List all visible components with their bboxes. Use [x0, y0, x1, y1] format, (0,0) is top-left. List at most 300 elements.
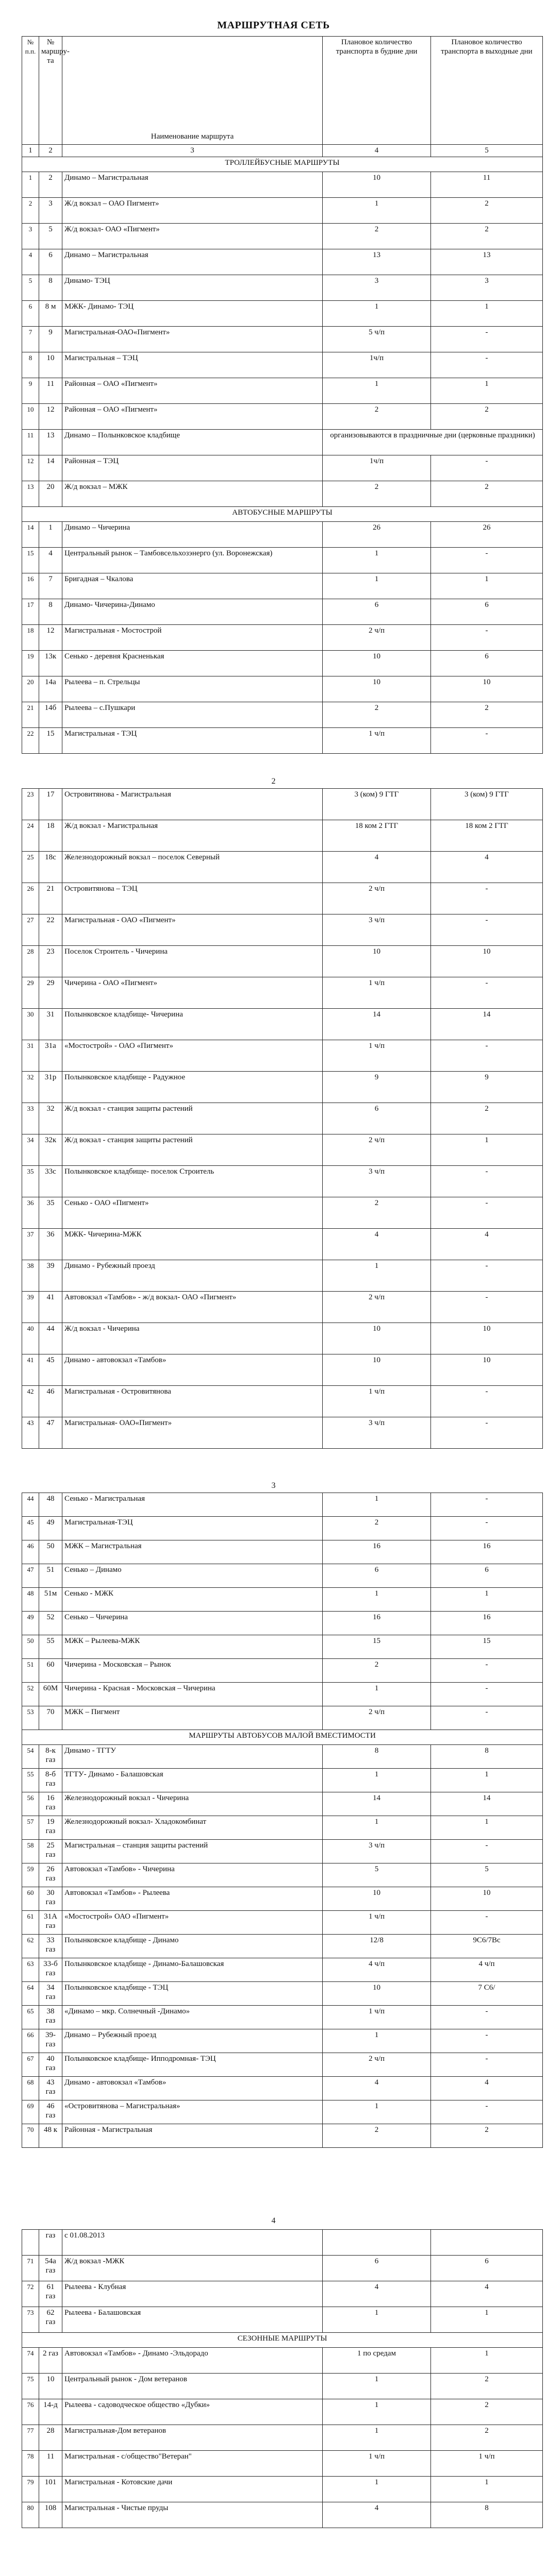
- cell-route-number: 46 газ: [39, 2100, 62, 2124]
- cell-weekday-count: 2 ч/п: [323, 625, 431, 651]
- cell-weekend-count: 16: [431, 1540, 543, 1564]
- cell-weekday-count: 1 ч/п: [323, 1386, 431, 1417]
- cell-weekend-count: 1: [431, 1816, 543, 1840]
- cell-weekend-count: -: [431, 914, 543, 946]
- cell-weekend-count: 10: [431, 1887, 543, 1911]
- cell-route-number: 13: [39, 430, 62, 455]
- cell-index: 74: [22, 2348, 39, 2374]
- section-title: СЕЗОННЫЕ МАРШРУТЫ: [22, 2333, 543, 2348]
- cell-route-name: Автовокзал «Тамбов» - Чичерина: [62, 1863, 323, 1887]
- cell-weekend-count: -: [431, 548, 543, 573]
- cell-index: 9: [22, 378, 39, 404]
- cell-weekday-count: 2: [323, 1659, 431, 1683]
- cell-route-name: Районная – ТЭЦ: [62, 455, 323, 481]
- cell-weekday-count: 9: [323, 1072, 431, 1103]
- cell-route-number: 14б: [39, 702, 62, 728]
- header-index: 2: [39, 145, 62, 157]
- cell-weekday-count: 8: [323, 1745, 431, 1769]
- cell-route-name: Динамо – Рубежный проезд: [62, 2029, 323, 2053]
- cell-weekend-count: 1: [431, 2348, 543, 2374]
- cell-index: 4: [22, 249, 39, 275]
- cell-weekend-count: -: [431, 977, 543, 1009]
- cell-index: 41: [22, 1354, 39, 1386]
- cell-weekend-count: 10: [431, 946, 543, 977]
- cell-index: 50: [22, 1635, 39, 1659]
- cell-route-name: «Динамо – мкр. Солнечный -Динамо»: [62, 2006, 323, 2029]
- table-row: [22, 1769, 543, 1792]
- header-index: 3: [62, 145, 323, 157]
- cell-route-name: МЖК – Пигмент: [62, 1706, 323, 1730]
- cell-route-name: Полынковское кладбище- Ипподромная- ТЭЦ: [62, 2053, 323, 2077]
- table-row: [22, 1745, 543, 1769]
- cell-weekend-count: 6: [431, 1564, 543, 1588]
- cell-weekday-count: 1 ч/п: [323, 1911, 431, 1935]
- cell-weekend-count: 6: [431, 599, 543, 625]
- cell-weekday-count: 1 ч/п: [323, 1040, 431, 1072]
- cell-route-number: 11: [39, 378, 62, 404]
- cell-weekday-count: [323, 2230, 431, 2256]
- cell-route-name: Полынковское кладбище- Чичерина: [62, 1009, 323, 1040]
- cell-route-name: Динамо – Полынковское кладбище: [62, 430, 323, 455]
- cell-route-number: 29: [39, 977, 62, 1009]
- cell-route-name: ТГТУ- Динамо - Балашовская: [62, 1769, 323, 1792]
- table-row: [22, 1493, 543, 1517]
- cell-index: 48: [22, 1588, 39, 1612]
- cell-route-name: МЖК – Рылеева-МЖК: [62, 1635, 323, 1659]
- cell-weekend-count: -: [431, 1386, 543, 1417]
- cell-weekday-count: 2 ч/п: [323, 1134, 431, 1166]
- cell-route-name: Сенько - ОАО «Пигмент»: [62, 1197, 323, 1229]
- section-title: ТРОЛЛЕЙБУСНЫЕ МАРШРУТЫ: [22, 157, 543, 172]
- cell-route-number: 51м: [39, 1588, 62, 1612]
- cell-route-name: Чичерина - ОАО «Пигмент»: [62, 977, 323, 1009]
- cell-index: 55: [22, 1769, 39, 1792]
- cell-route-number: 14а: [39, 676, 62, 702]
- page-number: 3: [271, 1481, 276, 1490]
- cell-route-number: 31: [39, 1009, 62, 1040]
- cell-index: 71: [22, 2256, 39, 2281]
- table-row: [22, 1816, 543, 1840]
- cell-route-name: Автовокзал «Тамбов» - ж/д вокзал- ОАО «Пигмент»: [62, 1292, 323, 1323]
- section-title: МАРШРУТЫ АВТОБУСОВ МАЛОЙ ВМЕСТИМОСТИ: [22, 1730, 543, 1745]
- cell-weekday-count: 14: [323, 1009, 431, 1040]
- cell-index: 25: [22, 852, 39, 883]
- cell-weekend-count: 16: [431, 1612, 543, 1635]
- table-row: [22, 352, 543, 378]
- table-row: [22, 2256, 543, 2281]
- cell-route-number: 19 газ: [39, 1816, 62, 1840]
- cell-weekday-count: 1: [323, 1493, 431, 1517]
- cell-weekend-count: 2: [431, 1103, 543, 1134]
- cell-index: [22, 2230, 39, 2256]
- cell-weekday-count: 1: [323, 2477, 431, 2502]
- cell-route-number: 8: [39, 599, 62, 625]
- cell-route-number: 16 газ: [39, 1792, 62, 1816]
- cell-weekend-count: -: [431, 2029, 543, 2053]
- table-row: [22, 2348, 543, 2374]
- table-row: [22, 1197, 543, 1229]
- cell-weekday-count: 1 ч/п: [323, 2451, 431, 2477]
- cell-index: 60: [22, 1887, 39, 1911]
- cell-weekend-count: 4: [431, 2077, 543, 2100]
- cell-index: 36: [22, 1197, 39, 1229]
- table-row: [22, 2425, 543, 2451]
- cell-index: 45: [22, 1517, 39, 1540]
- cell-route-number: 30 газ: [39, 1887, 62, 1911]
- cell-route-number: 1: [39, 522, 62, 548]
- cell-route-number: газ: [39, 2230, 62, 2256]
- cell-weekend-count: -: [431, 2053, 543, 2077]
- cell-index: 22: [22, 728, 39, 754]
- cell-index: 19: [22, 651, 39, 676]
- table-row: [22, 1683, 543, 1706]
- cell-index: 17: [22, 599, 39, 625]
- table-row: [22, 2006, 543, 2029]
- table-row: [22, 789, 543, 820]
- cell-weekend-count: 1: [431, 2477, 543, 2502]
- cell-weekend-count: 18 ком 2 ГТГ: [431, 820, 543, 852]
- cell-route-number: 14: [39, 455, 62, 481]
- routes-table-page-4: [22, 2229, 543, 2528]
- table-row: [22, 1635, 543, 1659]
- header-index-row: [22, 145, 543, 157]
- cell-weekend-count: -: [431, 1166, 543, 1197]
- cell-index: 13: [22, 481, 39, 507]
- cell-weekend-count: 2: [431, 198, 543, 224]
- table-row: [22, 1706, 543, 1730]
- cell-index: 73: [22, 2307, 39, 2333]
- cell-weekend-count: 10: [431, 1354, 543, 1386]
- table-row: [22, 1958, 543, 1982]
- cell-route-name: Островитянова - Магистральная: [62, 789, 323, 820]
- table-row: [22, 1292, 543, 1323]
- table-row: [22, 1103, 543, 1134]
- cell-route-name: Рылеева - Балашовская: [62, 2307, 323, 2333]
- cell-route-number: 46: [39, 1386, 62, 1417]
- table-row: [22, 625, 543, 651]
- cell-weekday-count: 1: [323, 573, 431, 599]
- cell-weekday-count: 2: [323, 2124, 431, 2148]
- cell-route-number: 48 к: [39, 2124, 62, 2148]
- cell-weekend-count: 2: [431, 481, 543, 507]
- cell-index: 77: [22, 2425, 39, 2451]
- cell-weekday-count: 1 ч/п: [323, 977, 431, 1009]
- table-row: [22, 651, 543, 676]
- cell-weekday-count: 1: [323, 1683, 431, 1706]
- cell-route-number: 15: [39, 728, 62, 754]
- cell-weekend-count: 14: [431, 1792, 543, 1816]
- cell-weekend-count: 4 ч/п: [431, 1958, 543, 1982]
- cell-weekend-count: 3: [431, 275, 543, 301]
- cell-route-number: 60: [39, 1659, 62, 1683]
- cell-index: 14: [22, 522, 39, 548]
- cell-index: 69: [22, 2100, 39, 2124]
- header-index: 5: [431, 145, 543, 157]
- cell-weekday-count: 3: [323, 275, 431, 301]
- cell-weekend-count: 14: [431, 1009, 543, 1040]
- table-row: [22, 2374, 543, 2399]
- table-row: [22, 728, 543, 754]
- cell-weekend-count: -: [431, 1840, 543, 1863]
- cell-route-name: Полынковское кладбище - Динамо: [62, 1935, 323, 1958]
- cell-weekend-count: -: [431, 1659, 543, 1683]
- cell-weekday-count: 3 ч/п: [323, 1417, 431, 1449]
- cell-index: 38: [22, 1260, 39, 1292]
- cell-weekday-count: 13: [323, 249, 431, 275]
- cell-weekend-count: -: [431, 883, 543, 914]
- cell-route-number: 21: [39, 883, 62, 914]
- cell-weekend-count: -: [431, 728, 543, 754]
- cell-route-name: Рылеева – п. Стрельцы: [62, 676, 323, 702]
- cell-weekday-count: 1: [323, 2100, 431, 2124]
- cell-route-number: 7: [39, 573, 62, 599]
- cell-route-name: Магистральная- ОАО«Пигмент»: [62, 1417, 323, 1449]
- cell-route-number: 48: [39, 1493, 62, 1517]
- cell-route-name: Центральный рынок - Дом ветеранов: [62, 2374, 323, 2399]
- cell-weekday-count: 10: [323, 1323, 431, 1354]
- table-row: [22, 2307, 543, 2333]
- cell-weekday-count: 2 ч/п: [323, 2053, 431, 2077]
- routes-table-page-3: [22, 1493, 543, 2148]
- cell-route-number: 40 газ: [39, 2053, 62, 2077]
- cell-weekday-count: 3 ч/п: [323, 1166, 431, 1197]
- cell-index: 10: [22, 404, 39, 430]
- table-row: [22, 2124, 543, 2148]
- cell-weekend-count: -: [431, 352, 543, 378]
- cell-route-name: Железнодорожный вокзал- Хладокомбинат: [62, 1816, 323, 1840]
- cell-index: 21: [22, 702, 39, 728]
- cell-index: 7: [22, 327, 39, 352]
- cell-weekend-count: 3 (ком) 9 ГТГ: [431, 789, 543, 820]
- table-row: [22, 1072, 543, 1103]
- cell-route-name: «Мостострой» ОАО «Пигмент»: [62, 1911, 323, 1935]
- table-row: [22, 599, 543, 625]
- cell-index: 51: [22, 1659, 39, 1683]
- cell-route-name: Чичерина - Московская – Рынок: [62, 1659, 323, 1683]
- cell-weekday-count: 1ч/п: [323, 352, 431, 378]
- cell-route-number: 52: [39, 1612, 62, 1635]
- cell-route-name: Динамо- ТЭЦ: [62, 275, 323, 301]
- cell-route-name: Ж/д вокзал- ОАО «Пигмент»: [62, 224, 323, 249]
- table-row: [22, 198, 543, 224]
- cell-weekday-count: 5 ч/п: [323, 327, 431, 352]
- cell-index: 29: [22, 977, 39, 1009]
- cell-index: 80: [22, 2502, 39, 2528]
- table-row: [22, 455, 543, 481]
- cell-weekday-count: 1 ч/п: [323, 728, 431, 754]
- cell-route-name: Магистральная - с/общество"Ветеран": [62, 2451, 323, 2477]
- cell-weekday-count: 2 ч/п: [323, 1292, 431, 1323]
- section-header-row: [22, 2333, 543, 2348]
- cell-route-number: 18с: [39, 852, 62, 883]
- table-row: [22, 2477, 543, 2502]
- table-row: [22, 430, 543, 455]
- cell-index: 72: [22, 2281, 39, 2307]
- cell-route-number: 45: [39, 1354, 62, 1386]
- cell-route-number: 39- газ: [39, 2029, 62, 2053]
- cell-route-number: 23: [39, 946, 62, 977]
- cell-route-name: Железнодорожный вокзал – поселок Северный: [62, 852, 323, 883]
- cell-route-name: Магистральная-ОАО«Пигмент»: [62, 327, 323, 352]
- table-row: [22, 1659, 543, 1683]
- cell-index: 64: [22, 1982, 39, 2006]
- cell-index: 42: [22, 1386, 39, 1417]
- cell-route-number: 8: [39, 275, 62, 301]
- table-row: [22, 522, 543, 548]
- cell-route-number: 60М: [39, 1683, 62, 1706]
- cell-route-number: 51: [39, 1564, 62, 1588]
- cell-weekday-count: 10: [323, 1982, 431, 2006]
- table-row: [22, 2230, 543, 2256]
- cell-route-name: с 01.08.2013: [62, 2230, 323, 2256]
- cell-index: 75: [22, 2374, 39, 2399]
- cell-index: 18: [22, 625, 39, 651]
- cell-route-name: Ж/д вокзал - станция защиты растений: [62, 1103, 323, 1134]
- cell-route-name: Динамо – Чичерина: [62, 522, 323, 548]
- table-row: [22, 1166, 543, 1197]
- cell-index: 1: [22, 172, 39, 198]
- cell-route-number: 35: [39, 1197, 62, 1229]
- table-row: [22, 1517, 543, 1540]
- cell-weekend-count: 1: [431, 1588, 543, 1612]
- section-header-row: [22, 507, 543, 522]
- table-row: [22, 1612, 543, 1635]
- table-row: [22, 548, 543, 573]
- cell-weekday-count: 6: [323, 2256, 431, 2281]
- table-row: [22, 573, 543, 599]
- cell-route-name: Динамо- Чичерина-Динамо: [62, 599, 323, 625]
- cell-index: 12: [22, 455, 39, 481]
- cell-index: 44: [22, 1493, 39, 1517]
- header-col-name: Наименование маршрута: [62, 37, 323, 145]
- cell-index: 61: [22, 1911, 39, 1935]
- cell-index: 27: [22, 914, 39, 946]
- cell-weekday-count: 6: [323, 1103, 431, 1134]
- cell-route-number: 10: [39, 352, 62, 378]
- cell-weekend-count: 2: [431, 404, 543, 430]
- table-row: [22, 1564, 543, 1588]
- table-row: [22, 1588, 543, 1612]
- cell-route-number: 10: [39, 2374, 62, 2399]
- table-row: [22, 1911, 543, 1935]
- table-row: [22, 1982, 543, 2006]
- cell-weekend-count: 13: [431, 249, 543, 275]
- cell-route-name: Сенько – Динамо: [62, 1564, 323, 1588]
- cell-weekday-count: 1 по средам: [323, 2348, 431, 2374]
- table-row: [22, 1792, 543, 1816]
- cell-weekday-count: 1: [323, 2425, 431, 2451]
- page-number: 2: [271, 777, 276, 786]
- table-row: [22, 1229, 543, 1260]
- cell-weekend-count: 2: [431, 2374, 543, 2399]
- cell-index: 57: [22, 1816, 39, 1840]
- cell-route-name: Полынковское кладбище- поселок Строитель: [62, 1166, 323, 1197]
- cell-index: 78: [22, 2451, 39, 2477]
- cell-weekday-count: 3 (ком) 9 ГТГ: [323, 789, 431, 820]
- cell-weekday-count: 1: [323, 1588, 431, 1612]
- cell-route-number: 2: [39, 172, 62, 198]
- cell-index: 34: [22, 1134, 39, 1166]
- section-title: АВТОБУСНЫЕ МАРШРУТЫ: [22, 507, 543, 522]
- cell-route-name: Магистральная - ОАО «Пигмент»: [62, 914, 323, 946]
- header-col-route: № маршру-та: [39, 37, 62, 145]
- cell-index: 31: [22, 1040, 39, 1072]
- table-row: [22, 1134, 543, 1166]
- cell-route-number: 17: [39, 789, 62, 820]
- cell-route-number: 31А газ: [39, 1911, 62, 1935]
- cell-route-name: «Островитянова – Магистральная»: [62, 2100, 323, 2124]
- cell-index: 62: [22, 1935, 39, 1958]
- cell-route-number: 41: [39, 1292, 62, 1323]
- cell-route-number: 13к: [39, 651, 62, 676]
- cell-index: 39: [22, 1292, 39, 1323]
- cell-weekday-count: 1: [323, 1816, 431, 1840]
- cell-weekday-count: 4: [323, 1229, 431, 1260]
- table-row: [22, 2077, 543, 2100]
- cell-route-name: Автовокзал «Тамбов» - Рылеева: [62, 1887, 323, 1911]
- cell-route-number: 6: [39, 249, 62, 275]
- cell-index: 56: [22, 1792, 39, 1816]
- cell-route-number: 14-д: [39, 2399, 62, 2425]
- cell-route-number: 55: [39, 1635, 62, 1659]
- cell-route-name: Магистральная – станция защиты растений: [62, 1840, 323, 1863]
- cell-route-number: 32к: [39, 1134, 62, 1166]
- cell-weekend-count: 15: [431, 1635, 543, 1659]
- cell-index: 63: [22, 1958, 39, 1982]
- cell-weekday-count: 10: [323, 676, 431, 702]
- cell-route-name: Рылеева – с.Пушкари: [62, 702, 323, 728]
- cell-route-number: 49: [39, 1517, 62, 1540]
- header-col-no: № п.п.: [22, 37, 39, 145]
- cell-route-name: Ж/д вокзал - Чичерина: [62, 1323, 323, 1354]
- cell-index: 2: [22, 198, 39, 224]
- cell-route-number: 12: [39, 625, 62, 651]
- cell-route-number: 33-б газ: [39, 1958, 62, 1982]
- cell-weekend-count: -: [431, 2100, 543, 2124]
- cell-index: 65: [22, 2006, 39, 2029]
- cell-weekday-count: 2 ч/п: [323, 1706, 431, 1730]
- cell-weekday-count: 3 ч/п: [323, 1840, 431, 1863]
- cell-route-number: 25 газ: [39, 1840, 62, 1863]
- table-row: [22, 1323, 543, 1354]
- cell-index: 33: [22, 1103, 39, 1134]
- cell-route-name: Полынковское кладбище - ТЭЦ: [62, 1982, 323, 2006]
- cell-weekday-count: 2: [323, 481, 431, 507]
- cell-weekend-count: 2: [431, 2425, 543, 2451]
- cell-route-name: Динамо – Магистральная: [62, 249, 323, 275]
- cell-route-name: Сенько - деревня Красненькая: [62, 651, 323, 676]
- cell-route-number: 34 газ: [39, 1982, 62, 2006]
- cell-route-number: 33с: [39, 1166, 62, 1197]
- cell-route-number: 2 газ: [39, 2348, 62, 2374]
- cell-index: 53: [22, 1706, 39, 1730]
- cell-weekday-count: 1: [323, 1769, 431, 1792]
- cell-weekday-count: 2: [323, 1517, 431, 1540]
- cell-route-name: МЖК- Динамо- ТЭЦ: [62, 301, 323, 327]
- cell-index: 23: [22, 789, 39, 820]
- cell-index: 46: [22, 1540, 39, 1564]
- table-row: [22, 702, 543, 728]
- cell-weekend-count: -: [431, 455, 543, 481]
- cell-weekday-count: 4: [323, 852, 431, 883]
- cell-route-number: 43 газ: [39, 2077, 62, 2100]
- cell-weekday-count: 2: [323, 702, 431, 728]
- cell-route-number: 61 газ: [39, 2281, 62, 2307]
- cell-index: 47: [22, 1564, 39, 1588]
- cell-route-number: 8 м: [39, 301, 62, 327]
- cell-route-name: Бригадная – Чкалова: [62, 573, 323, 599]
- table-row: [22, 1260, 543, 1292]
